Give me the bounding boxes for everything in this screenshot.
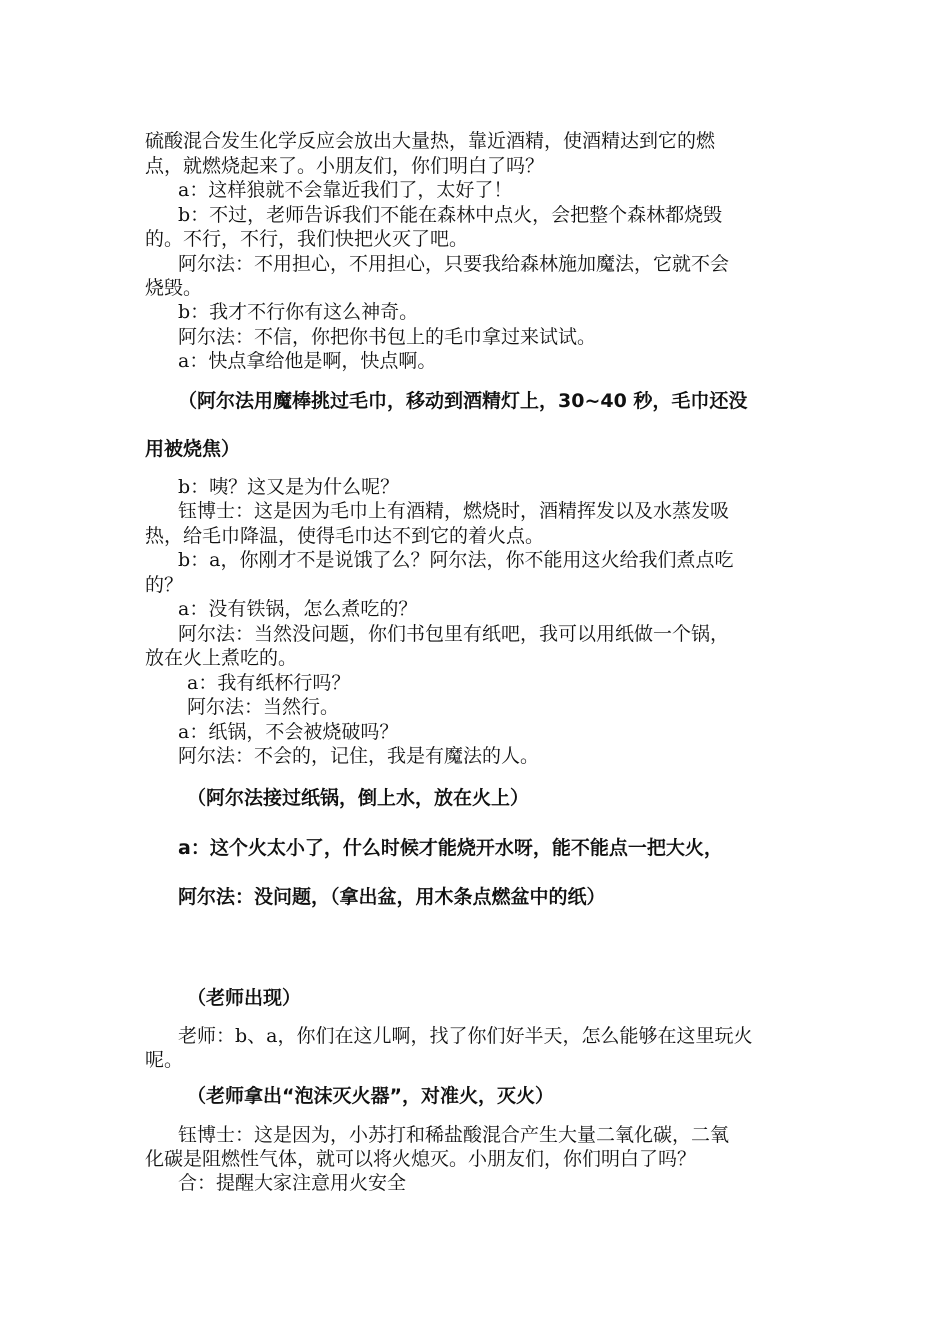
dialogue-line: 阿尔法：不信，你把你书包上的毛巾拿过来试试。 (178, 326, 597, 348)
dialogue-line: a：我有纸杯行吗？ (187, 672, 351, 694)
stage-direction: 用被烧焦） (145, 438, 241, 460)
text-line: 硫酸混合发生化学反应会放出大量热，靠近酒精，使酒精达到它的燃 (145, 130, 716, 152)
dialogue-line: 钰博士：这是因为，小苏打和稀盐酸混合产生大量二氧化碳，二氧 (178, 1124, 730, 1146)
text-line: 化碳是阻燃性气体，就可以将火熄灭。小朋友们，你们明白了吗？ (145, 1148, 697, 1170)
text-line: 呢。 (145, 1049, 184, 1071)
dialogue-line: 合：提醒大家注意用火安全 (178, 1172, 407, 1194)
text-line: 烧毁。 (145, 277, 203, 299)
stage-direction: （老师出现） (187, 987, 302, 1009)
text-line: 点，就燃烧起来了。小朋友们，你们明白了吗？ (145, 155, 545, 177)
stage-direction: （阿尔法接过纸锅，倒上水，放在火上） (187, 787, 530, 809)
dialogue-line: b：咦？这又是为什么呢？ (178, 476, 400, 498)
dialogue-line: b：不过，老师告诉我们不能在森林中点火，会把整个森林都烧毁 (178, 204, 723, 226)
dialogue-line: 阿尔法：当然行。 (187, 696, 340, 718)
dialogue-line: a：没有铁锅，怎么煮吃的？ (178, 598, 418, 620)
dialogue-line: a：纸锅，不会被烧破吗？ (178, 721, 399, 743)
dialogue-line: a：快点拿给他是啊，快点啊。 (178, 350, 437, 372)
dialogue-line-bold: 阿尔法：没问题，（拿出盆，用木条点燃盆中的纸） (178, 886, 606, 908)
text-line: 热，给毛巾降温，使得毛巾达不到它的着火点。 (145, 525, 545, 547)
dialogue-line: 阿尔法：不会的，记住，我是有魔法的人。 (178, 745, 540, 767)
dialogue-line: 钰博士：这是因为毛巾上有酒精，燃烧时，酒精挥发以及水蒸发吸 (178, 500, 730, 522)
dialogue-line: 老师：b、a，你们在这儿啊，找了你们好半天，怎么能够在这里玩火 (178, 1025, 753, 1047)
text-line: 的？ (145, 574, 184, 596)
text-line: 放在火上煮吃的。 (145, 647, 298, 669)
dialogue-line: b：我才不行你有这么神奇。 (178, 301, 419, 323)
stage-direction: （老师拿出“泡沫灭火器”，对准火，灭火） (187, 1085, 554, 1107)
stage-direction: （阿尔法用魔棒挑过毛巾，移动到酒精灯上，30~40 秒，毛巾还没 (178, 390, 748, 412)
dialogue-line: 阿尔法：当然没问题，你们书包里有纸吧，我可以用纸做一个锅， (178, 623, 730, 645)
text-line: 的。不行，不行，我们快把火灭了吧。 (145, 228, 469, 250)
dialogue-line: 阿尔法：不用担心，不用担心，只要我给森林施加魔法，它就不会 (178, 253, 730, 275)
dialogue-line: b：a，你刚才不是说饿了么？阿尔法，你不能用这火给我们煮点吃 (178, 549, 734, 571)
dialogue-line-bold: a：这个火太小了，什么时候才能烧开水呀，能不能点一把大火， (178, 837, 723, 859)
dialogue-line: a：这样狼就不会靠近我们了，太好了！ (178, 179, 513, 201)
